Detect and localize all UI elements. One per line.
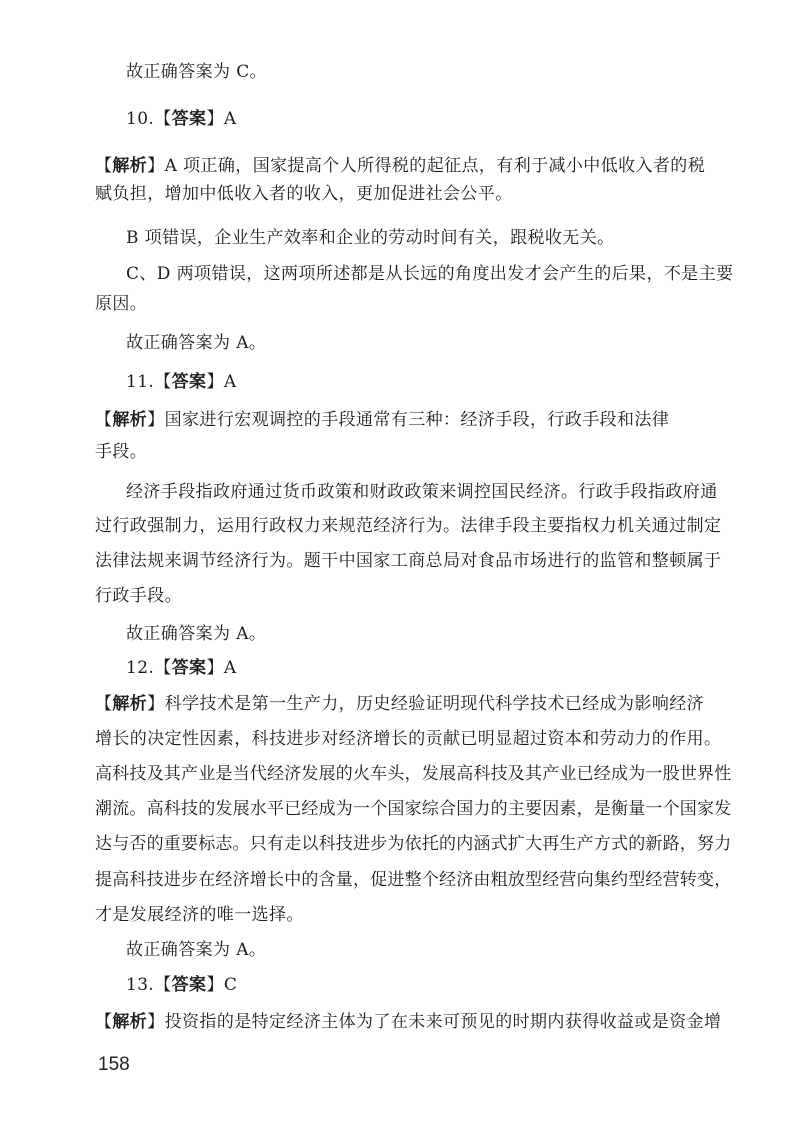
analysis-label: 解析 xyxy=(112,410,148,430)
q13-analysis-line1: 【解析】投资指的是特定经济主体为了在未来可预见的时期内获得收益或是资金增 xyxy=(95,1012,722,1032)
q11-analysis-line2: 手段。 xyxy=(95,442,148,462)
q10-conclusion: 故正确答案为 A。 xyxy=(126,333,267,353)
q11-conclusion: 故正确答案为 A。 xyxy=(126,624,267,644)
q12-analysis-line1: 【解析】科学技术是第一生产力，历史经验证明现代科学技术已经成为影响经济 xyxy=(95,694,705,714)
answer-label: 答案 xyxy=(171,658,207,678)
q11-answer-heading: 11.【答案】A xyxy=(126,372,237,392)
q11-answer: A xyxy=(223,372,237,392)
q12-conclusion: 故正确答案为 A。 xyxy=(126,940,267,960)
q9-conclusion: 故正确答案为 C。 xyxy=(126,62,268,82)
q12-analysis-line6: 提高科技进步在经济增长中的含量，促进整个经济由粗放型经营向集约型经营转变， xyxy=(95,870,732,890)
answer-label: 答案 xyxy=(171,372,207,392)
answer-label: 答案 xyxy=(171,975,207,995)
q12-analysis-line7: 才是发展经济的唯一选择。 xyxy=(95,905,304,925)
q10-option-b: B 项错误，企业生产效率和企业的劳动时间有关，跟税收无关。 xyxy=(126,228,615,248)
q10-option-cd-line1: C、D 两项错误，这两项所述都是从长远的角度出发才会产生的后果，不是主要 xyxy=(126,264,734,284)
q12-analysis-line4: 潮流。高科技的发展水平已经成为一个国家综合国力的主要因素，是衡量一个国家发 xyxy=(95,799,732,819)
analysis-label: 解析 xyxy=(112,694,148,714)
q11-p2-line3: 法律法规来调节经济行为。题干中国家工商总局对食品市场进行的监管和整顿属于 xyxy=(95,551,722,571)
q12-analysis-line5: 达与否的重要标志。只有走以科技进步为依托的内涵式扩大再生产方式的新路，努力 xyxy=(95,834,732,854)
q10-option-cd-line2: 原因。 xyxy=(95,294,148,314)
q10-answer-heading: 10.【答案】A xyxy=(126,109,237,129)
q10-analysis-line1: 【解析】A 项正确，国家提高个人所得税的起征点，有利于减小中低收入者的税 xyxy=(95,156,706,176)
q11-p2-line2: 过行政强制力，运用行政权力来规范经济行为。法律手段主要指权力机关通过制定 xyxy=(95,516,722,536)
q12-analysis-line2: 增长的决定性因素，科技进步对经济增长的贡献已明显超过资本和劳动力的作用。 xyxy=(95,729,722,749)
page-number: 158 xyxy=(98,1054,130,1075)
q11-p2-line1: 经济手段指政府通过货币政策和财政政策来调控国民经济。行政手段指政府通 xyxy=(126,482,718,502)
q11-analysis-line1: 【解析】国家进行宏观调控的手段通常有三种：经济手段，行政手段和法律 xyxy=(95,410,670,430)
q10-number: 10. xyxy=(126,109,155,129)
q12-answer-heading: 12.【答案】A xyxy=(126,658,237,678)
q11-number: 11. xyxy=(126,372,155,392)
q12-analysis-line3: 高科技及其产业是当代经济发展的火车头，发展高科技及其产业已经成为一股世界性 xyxy=(95,764,732,784)
q13-number: 13. xyxy=(126,975,155,995)
q10-answer: A xyxy=(223,109,237,129)
q10-analysis-line2: 赋负担，增加中低收入者的收入，更加促进社会公平。 xyxy=(95,184,513,204)
analysis-label: 解析 xyxy=(112,156,148,176)
q13-answer: C xyxy=(223,975,238,995)
q12-number: 12. xyxy=(126,658,155,678)
q13-answer-heading: 13.【答案】C xyxy=(126,975,238,995)
q12-answer: A xyxy=(223,658,237,678)
analysis-label: 解析 xyxy=(112,1012,148,1032)
q11-p2-line4: 行政手段。 xyxy=(95,586,182,606)
answer-label: 答案 xyxy=(171,109,207,129)
